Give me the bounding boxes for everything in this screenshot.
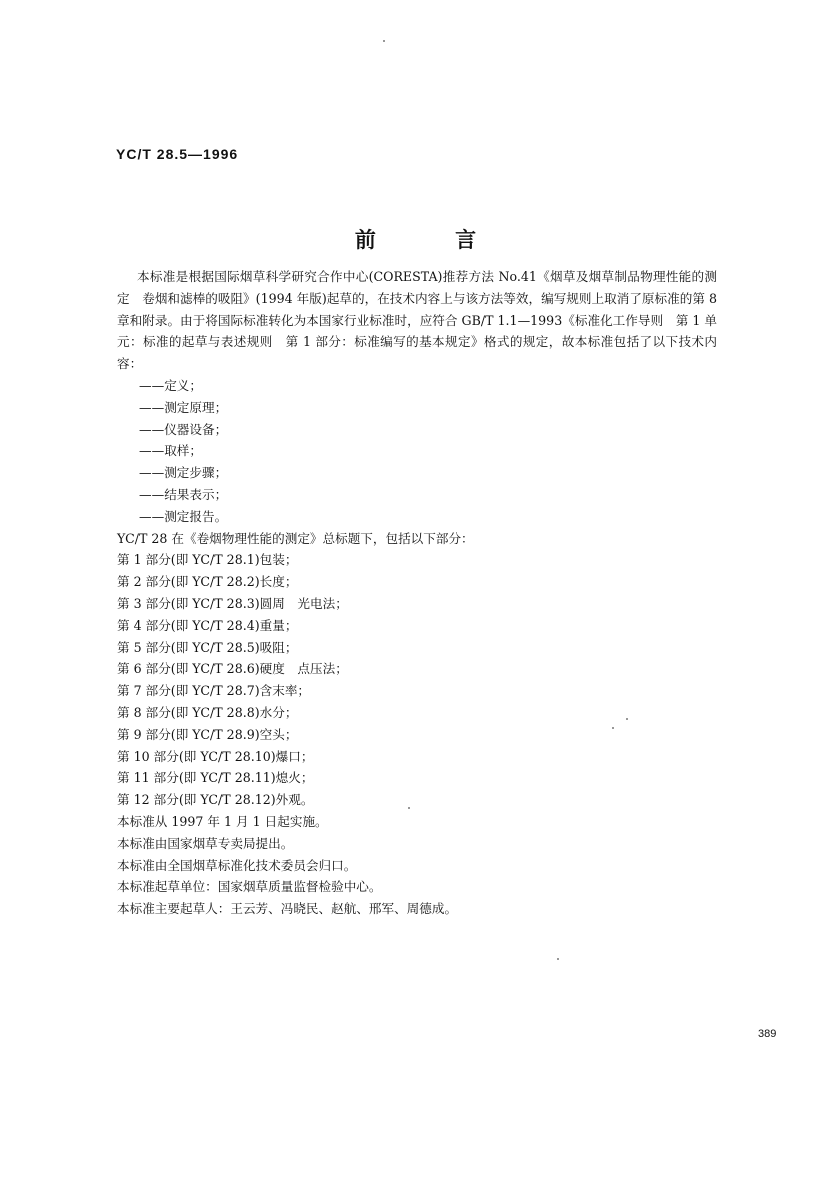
part-item: 第 11 部分(即 YC/T 28.11)熄火； [117,770,314,786]
contents-item: ——仪器设备； [139,421,228,437]
part-item: 第 12 部分(即 YC/T 28.12)外观。 [117,792,314,808]
foreword-body [117,266,717,920]
part-item: 第 1 部分(即 YC/T 28.1)包装； [117,552,298,568]
part-item: 第 8 部分(即 YC/T 28.8)水分； [117,704,298,720]
closing-line: 本标准起草单位：国家烟草质量监督检验中心。 [117,879,382,895]
contents-item: ——测定报告。 [139,508,228,524]
page-title: 前 言 [354,227,513,252]
contents-item: ——测定原理； [139,399,228,415]
series-intro: YC/T 28 在《卷烟物理性能的测定》总标题下，包括以下部分： [117,530,474,546]
standard-code-header: YC/T 28.5—1996 [116,146,239,162]
closing-line: 本标准主要起草人：王云芳、冯晓民、赵航、邢军、周德成。 [117,901,458,917]
closing-statements [117,811,717,920]
part-item: 第 9 部分(即 YC/T 28.9)空头； [117,726,298,742]
part-item: 第 3 部分(即 YC/T 28.3)圆周 光电法； [117,595,348,611]
parts-list [117,549,717,811]
closing-line: 本标准由国家烟草专卖局提出。 [117,835,294,851]
part-item: 第 6 部分(即 YC/T 28.6)硬度 点压法； [117,661,348,677]
part-item: 第 2 部分(即 YC/T 28.2)长度； [117,574,298,590]
closing-line: 本标准由全国烟草标准化技术委员会归口。 [117,857,357,873]
part-item: 第 5 部分(即 YC/T 28.5)吸阻； [117,639,298,655]
contents-item: ——定义； [139,377,202,393]
page-number: 389 [758,1028,777,1040]
contents-list [117,375,717,528]
part-item: 第 7 部分(即 YC/T 28.7)含末率； [117,683,311,699]
part-item: 第 4 部分(即 YC/T 28.4)重量； [117,617,298,633]
contents-item: ——结果表示； [139,486,228,502]
contents-item: ——测定步骤； [139,465,228,481]
part-item: 第 10 部分(即 YC/T 28.10)爆口； [117,748,314,764]
closing-line: 本标准从 1997 年 1 月 1 日起实施。 [117,813,328,829]
intro-paragraph: 本标准是根据国际烟草科学研究合作中心(CORESTA)推荐方法 No.41《烟草及烟草制品物理性能的测定 卷烟和滤棒的吸阻》(1994 年版)起草的，在技术内容上与该方法等效，编写规则上取消了原标准的第 8 章和附录。由于将国际标准转化为本国家行业标准时，应符合 GB/T 1.1—1993《标准化工作导则 第 1 单元：标准的起草与表述规则 第 1 部分：标准编写的基本规定》格式的规定，故本标准包括了以下技术内容： [117,269,717,372]
contents-item: ——取样； [139,443,202,459]
